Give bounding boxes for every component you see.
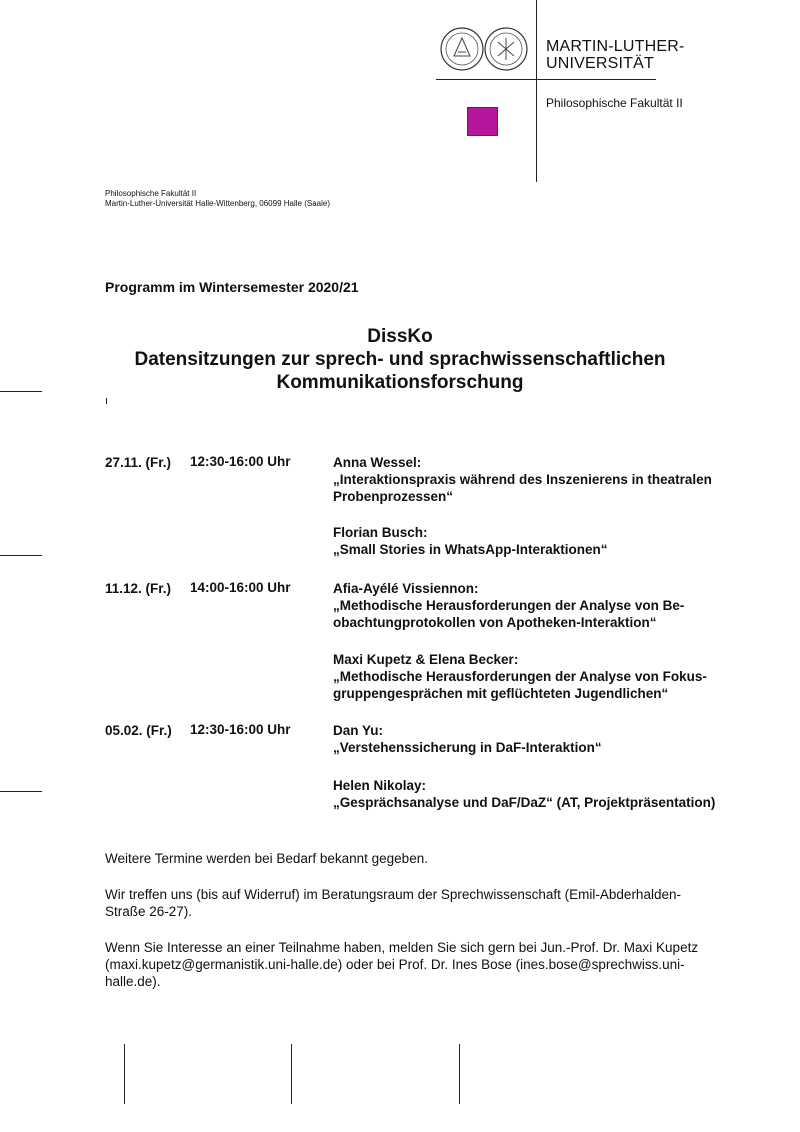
session-date: 27.11. (Fr.) [105,455,172,470]
talk-speaker: Maxi Kupetz & Elena Becker: [333,652,519,667]
talk-title-line2: obachtungprotokollen von Apotheken-Interaktion“ [333,615,657,630]
title-line2: Datensitzungen zur sprech- und sprachwissenschaftlichen [134,349,666,370]
sender-line1: Philosophische Fakultät II [105,189,197,198]
sender-line2: Martin-Luther-Universität Halle-Wittenberg, 06099 Halle (Saale) [105,199,330,208]
faculty-color-square [467,107,498,136]
university-name-line2: UNIVERSITÄT [546,55,654,72]
header-vertical-rule [536,0,537,182]
page-title [0,325,800,394]
title-line1: DissKo [367,326,433,347]
note-line: Straße 26-27). [105,904,193,919]
talk-speaker: Florian Busch: [333,525,428,540]
talk-entry [333,722,763,756]
talk-entry [333,524,763,558]
note-line: halle.de). [105,974,161,989]
subject-line: Programm im Wintersemester 2020/21 [105,279,359,295]
footer-rule [459,1044,460,1104]
talk-entry [333,777,763,811]
talk-title-line1: „Verstehenssicherung in DaF-Interaktion“ [333,740,602,755]
talk-title-line1: „Interaktionspraxis während des Inszenierens in theatralen [333,472,712,487]
note-line: (maxi.kupetz@germanistik.uni-halle.de) oder bei Prof. Dr. Ines Bose (ines.bose@sprechwiss.uni- [105,957,685,972]
header-horizontal-rule [436,79,656,80]
university-seal-icon [440,26,528,72]
punch-mark [0,555,42,556]
talk-speaker: Helen Nikolay: [333,778,427,793]
note-paragraph: Weitere Termine werden bei Bedarf bekannt gegeben. [105,851,428,866]
talk-title-line1: „Methodische Herausforderungen der Analyse von Fokus- [333,669,707,684]
session-date: 05.02. (Fr.) [105,723,172,738]
margin-tick [106,398,107,404]
note-paragraph [105,886,705,920]
session-time: 14:00-16:00 Uhr [190,580,291,595]
footer-rule [124,1044,125,1104]
talk-entry [333,651,763,702]
footer-rule [291,1044,292,1104]
talk-title-line1: „Gesprächsanalyse und DaF/DaZ“ (AT, Projektpräsentation) [333,795,716,810]
talk-speaker: Dan Yu: [333,723,384,738]
fold-mark [0,791,42,792]
note-line: Wenn Sie Interesse an einer Teilnahme haben, melden Sie sich gern bei Jun.-Prof. Dr. Maxi Kupetz [105,940,699,955]
talk-title-line1: „Small Stories in WhatsApp-Interaktionen“ [333,542,608,557]
session-time: 12:30-16:00 Uhr [190,722,291,737]
talk-title-line2: Probenprozessen“ [333,489,454,504]
session-time: 12:30-16:00 Uhr [190,454,291,469]
talk-speaker: Anna Wessel: [333,455,422,470]
university-name-line1: MARTIN-LUTHER- [546,38,685,55]
talk-speaker: Afia-Ayélé Vissiennon: [333,581,479,596]
faculty-name: Philosophische Fakultät II [546,96,683,110]
note-line: Wir treffen uns (bis auf Widerruf) im Beratungsraum der Sprechwissenschaft (Emil-Abderhalden- [105,887,681,902]
talk-entry [333,454,763,505]
contact-paragraph [105,939,705,990]
talk-title-line1: „Methodische Herausforderungen der Analyse von Be- [333,598,685,613]
session-date: 11.12. (Fr.) [105,581,172,596]
sender-address [105,189,330,209]
talk-title-line2: gruppengesprächen mit geflüchteten Jugendlichen“ [333,686,669,701]
title-line3: Kommunikationsforschung [276,372,524,393]
talk-entry [333,580,763,631]
university-name [546,38,685,72]
